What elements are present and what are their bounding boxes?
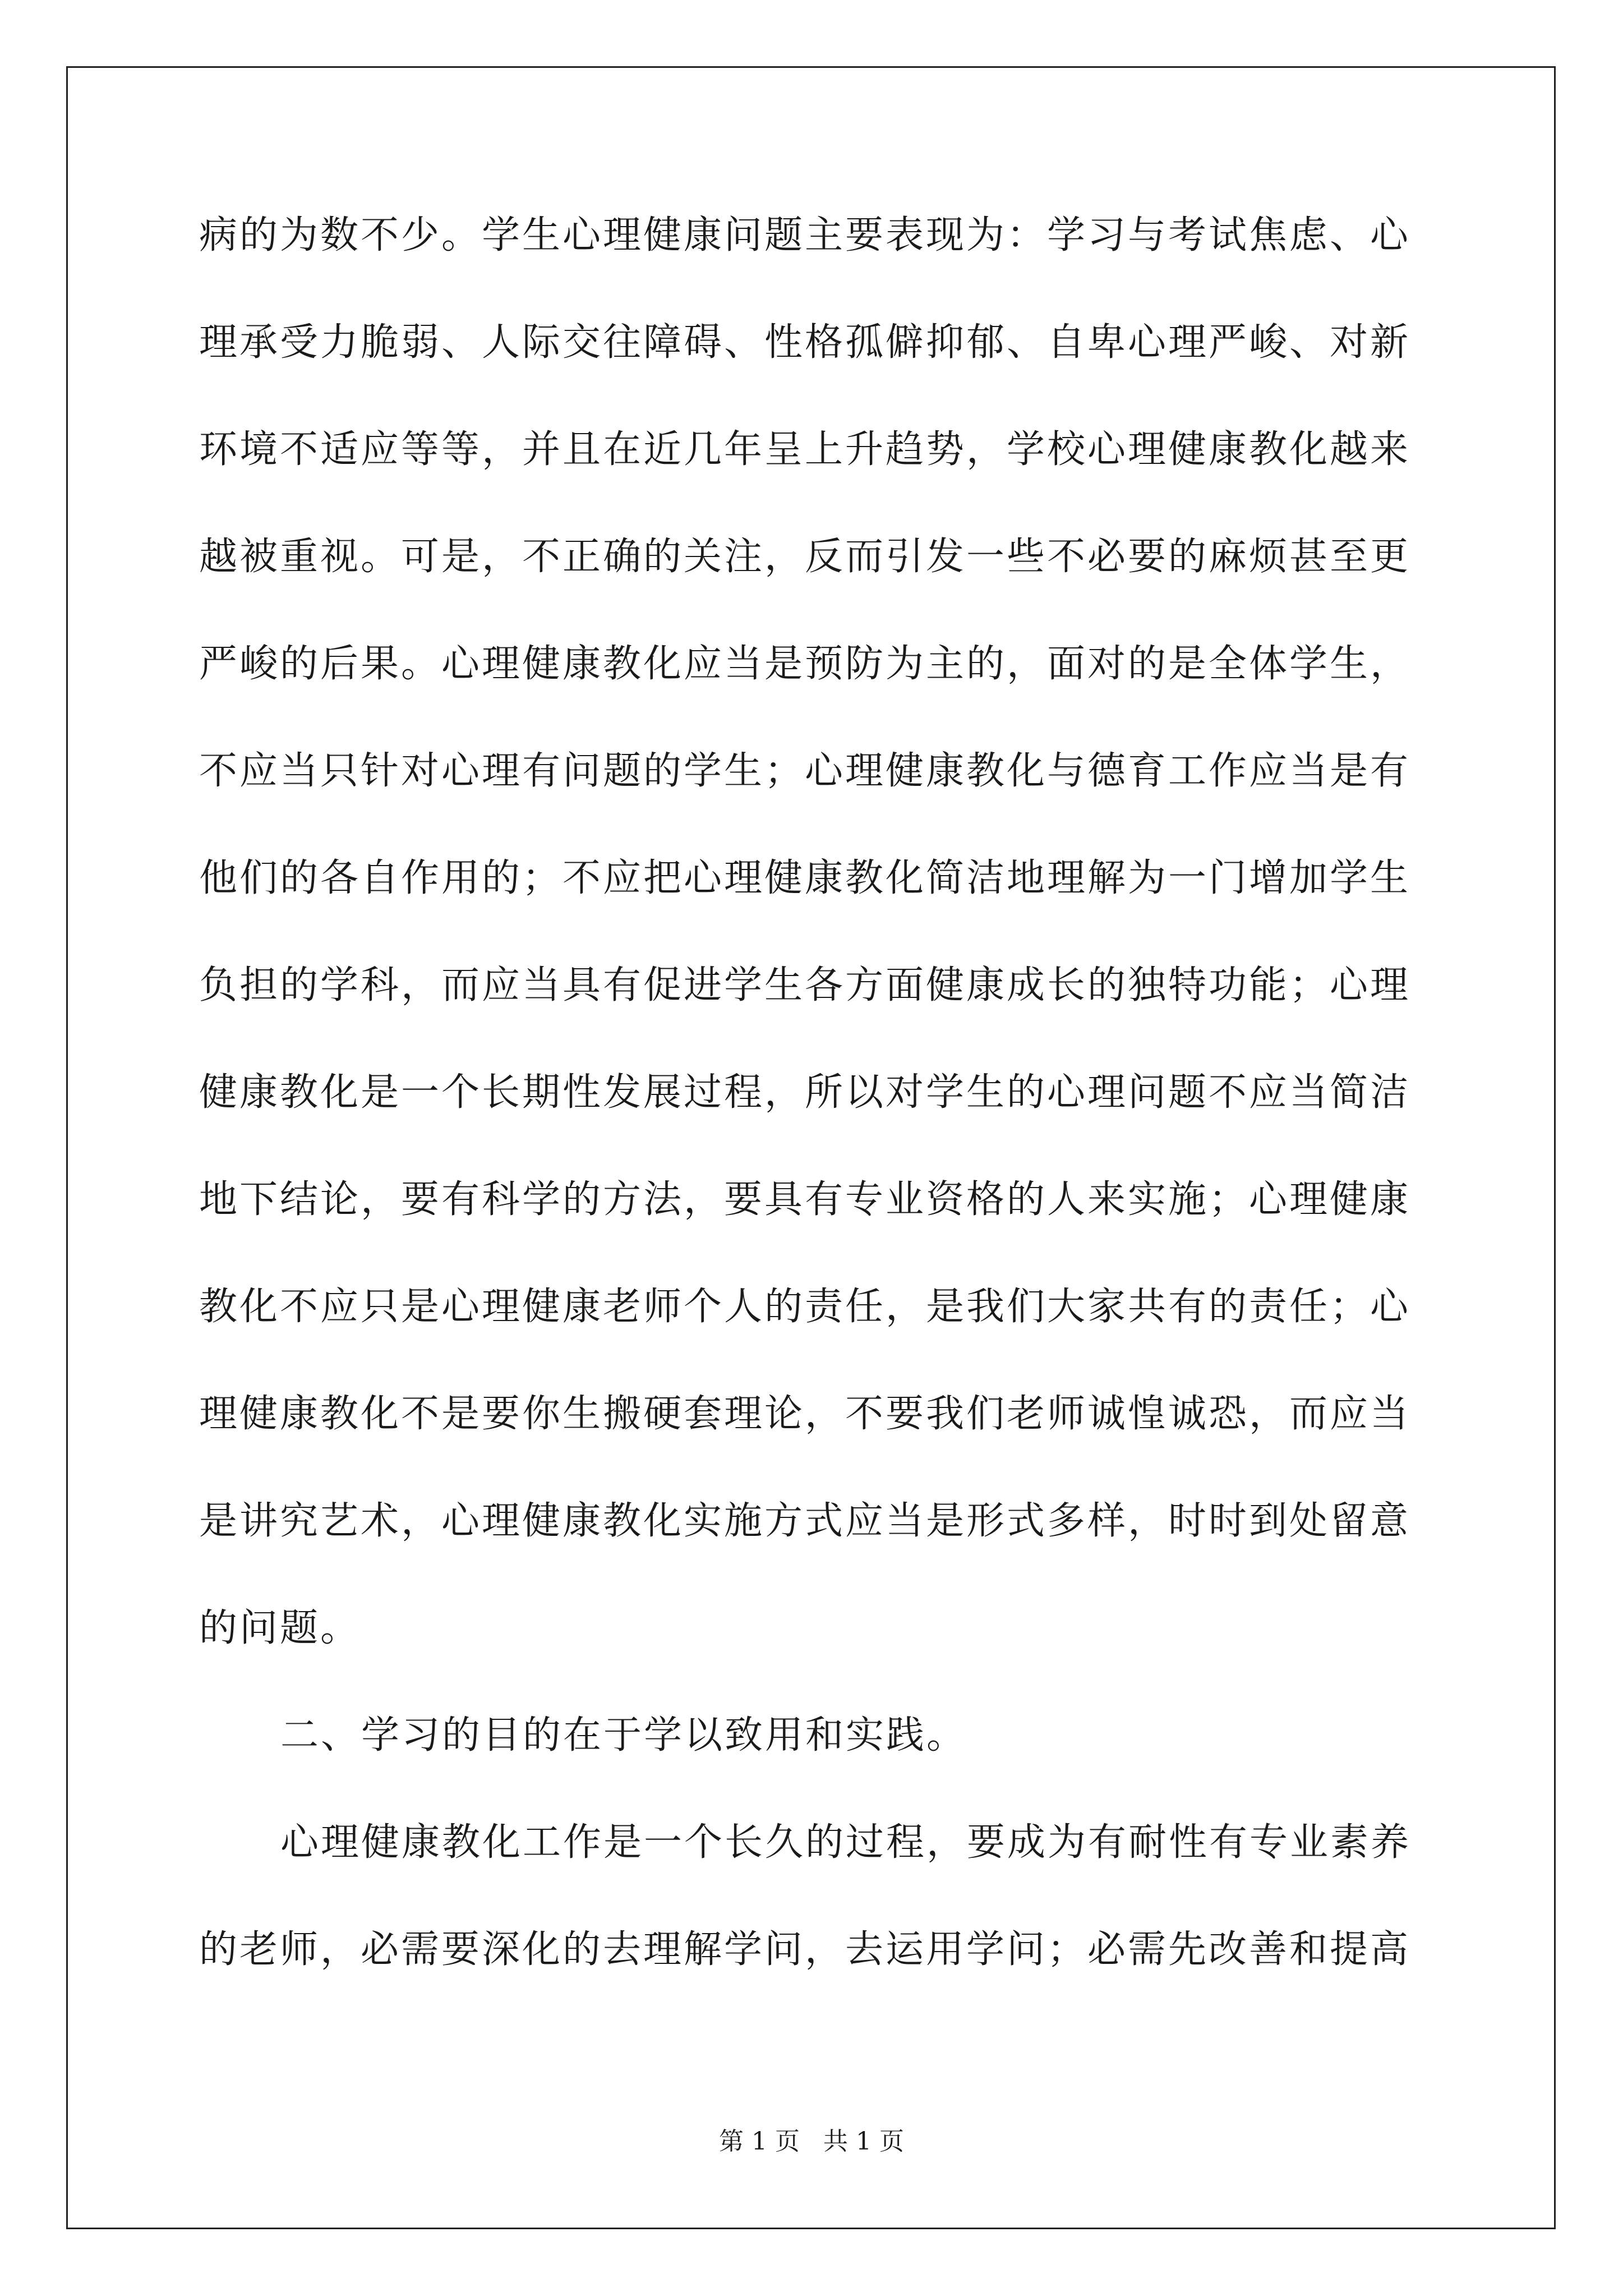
text-line: 是讲究艺术，心理健康教化实施方式应当是形式多样，时时到处留意 [199, 1499, 1411, 1543]
text-line: 理健康教化不是要你生搬硬套理论，不要我们老师诚惶诚恐，而应当 [199, 1392, 1411, 1436]
page-number-footer: 第 1 页 共 1 页 [719, 2127, 904, 2156]
text-line: 越被重视。可是，不正确的关注，反而引发一些不必要的麻烦甚至更 [199, 535, 1411, 579]
text-line: 教化不应只是心理健康老师个人的责任，是我们大家共有的责任；心 [199, 1285, 1411, 1329]
text-line: 严峻的后果。心理健康教化应当是预防为主的，面对的是全体学生， [199, 642, 1411, 686]
section-heading: 二、学习的目的在于学以致用和实践。 [280, 1713, 967, 1757]
paragraph-first-line: 心理健康教化工作是一个长久的过程，要成为有耐性有专业素养 [280, 1820, 1412, 1865]
text-line: 病的为数不少。学生心理健康问题主要表现为：学习与考试焦虑、心 [199, 213, 1411, 257]
text-line: 他们的各自作用的；不应把心理健康教化简洁地理解为一门增加学生 [199, 856, 1411, 900]
text-line: 环境不适应等等，并且在近几年呈上升趋势，学校心理健康教化越来 [199, 427, 1411, 472]
document-body [199, 208, 1424, 2029]
text-line: 不应当只针对心理有问题的学生；心理健康教化与德育工作应当是有 [199, 749, 1411, 793]
text-line: 健康教化是一个长期性发展过程，所以对学生的心理问题不应当简洁 [199, 1070, 1411, 1115]
text-line: 的问题。 [199, 1606, 361, 1650]
text-line: 的老师，必需要深化的去理解学问，去运用学问；必需先改善和提高 [199, 1927, 1411, 1972]
text-line: 负担的学科，而应当具有促进学生各方面健康成长的独特功能；心理 [199, 963, 1411, 1007]
text-line: 理承受力脆弱、人际交往障碍、性格孤僻抑郁、自卑心理严峻、对新 [199, 320, 1411, 365]
text-line: 地下结论，要有科学的方法，要具有专业资格的人来实施；心理健康 [199, 1177, 1411, 1222]
